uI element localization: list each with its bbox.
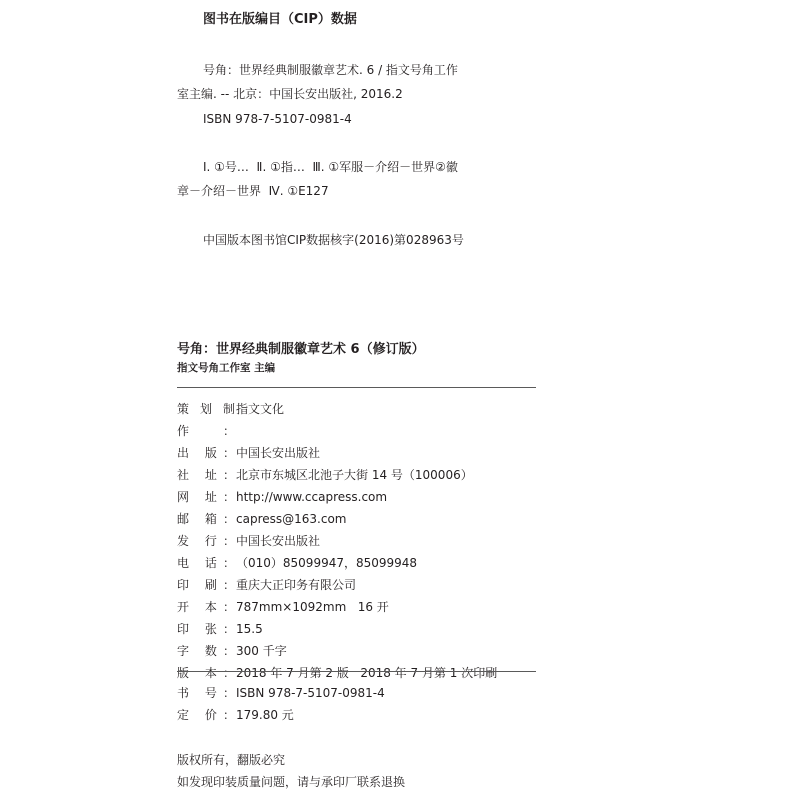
detail-label: 社 址： (177, 468, 235, 482)
detail-row-website (177, 486, 557, 508)
detail-value: 重庆大正印务有限公司 (236, 578, 357, 592)
cip-subject-line: Ⅰ. ①号… Ⅱ. ①指… Ⅲ. ①军服－介绍－世界②徽 (203, 159, 458, 174)
detail-value: 15.5 (236, 622, 263, 636)
cip-entry-line: 号角：世界经典制服徽章艺术. 6 / 指文号角工作 (203, 62, 458, 77)
detail-row-sheets (177, 618, 557, 640)
detail-label: 字 数： (177, 644, 235, 658)
cip-entry-line: 室主编. -- 北京：中国长安出版社, 2016.2 (177, 87, 403, 102)
detail-label: 发 行： (177, 534, 235, 548)
detail-label: 印 刷： (177, 578, 235, 592)
copyright-notice (177, 749, 477, 793)
detail-row-printer (177, 574, 557, 596)
detail-value: 300 千字 (236, 644, 287, 658)
detail-row-email (177, 508, 557, 530)
detail-row-phone (177, 552, 557, 574)
detail-label: 电 话： (177, 556, 235, 570)
detail-row-price (177, 704, 557, 726)
detail-value: 指文文化 (236, 402, 285, 416)
detail-label: 出 版： (177, 446, 235, 460)
copyright-line: 版权所有，翻版必究 (177, 753, 286, 767)
detail-value: 179.80 元 (236, 708, 294, 722)
detail-label: 定 价： (177, 708, 235, 722)
book-title: 号角：世界经典制服徽章艺术 6（修订版） (177, 342, 425, 357)
detail-row-distribution (177, 530, 557, 552)
detail-label: 策划制作： (177, 402, 235, 438)
detail-value: 787mm×1092mm 16 开 (236, 600, 389, 614)
divider-top (177, 387, 536, 388)
book-editor: 指文号角工作室 主编 (177, 362, 276, 374)
detail-row-address (177, 464, 557, 486)
detail-row-word-count (177, 640, 557, 662)
detail-row-publisher (177, 442, 557, 464)
detail-value: 中国长安出版社 (236, 534, 321, 548)
detail-value: （010）85099947，85099948 (236, 556, 418, 570)
book-identifiers (177, 682, 557, 726)
cip-entry (177, 58, 497, 132)
cip-isbn-line: ISBN 978-7-5107-0981-4 (203, 111, 352, 126)
detail-row-edition (177, 662, 557, 684)
cip-number-text: 中国版本图书馆CIP数据核字(2016)第028963号 (203, 232, 464, 247)
detail-label: 版 本： (177, 666, 235, 680)
cip-number (203, 228, 523, 253)
detail-value: 北京市东城区北池子大街 14 号（100006） (236, 468, 473, 482)
detail-value: http://www.ccapress.com (236, 490, 388, 504)
detail-label: 网 址： (177, 490, 235, 504)
detail-value: capress@163.com (236, 512, 347, 526)
cip-heading: 图书在版编目（CIP）数据 (203, 12, 357, 27)
detail-row-format (177, 596, 557, 618)
publication-details (177, 398, 557, 684)
detail-label: 印 张： (177, 622, 235, 636)
divider-bottom (177, 671, 536, 672)
detail-row-book-number (177, 682, 557, 704)
detail-label: 书 号： (177, 686, 235, 700)
detail-label: 邮 箱： (177, 512, 235, 526)
detail-value: 2018 年 7 月第 2 版 2018 年 7 月第 1 次印刷 (236, 666, 498, 680)
detail-value: 中国长安出版社 (236, 446, 321, 460)
detail-value: ISBN 978-7-5107-0981-4 (236, 686, 385, 700)
cip-subjects (177, 155, 497, 204)
quality-notice-line: 如发现印装质量问题，请与承印厂联系退换 (177, 775, 406, 789)
detail-label: 开 本： (177, 600, 235, 614)
detail-row-planning (177, 398, 557, 442)
cip-subject-line: 章－介绍－世界 Ⅳ. ①E127 (177, 184, 329, 199)
